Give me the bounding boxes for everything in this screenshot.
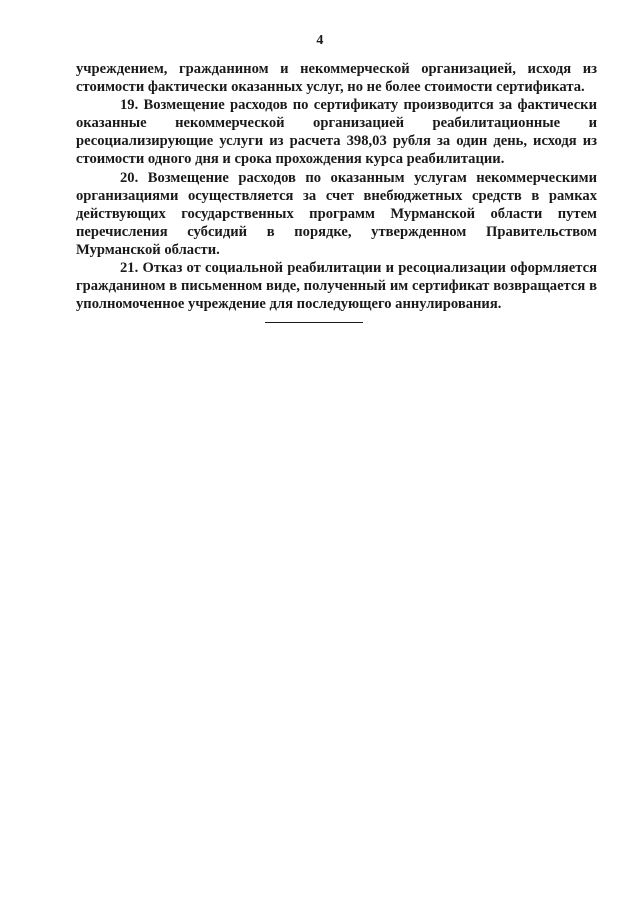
document-body <box>76 60 597 313</box>
closing-divider-line <box>265 322 363 323</box>
paragraph-21: 21. Отказ от социальной реабилитации и ресоциализации оформляется гражданином в письменном виде, полученный им сертификат возвращается в уполномоченное учреждение для последующего аннулирования. <box>76 260 597 313</box>
page-number: 4 <box>316 33 324 48</box>
paragraph-continuation: учреждением, гражданином и некоммерческой организацией, исходя из стоимости фактически оказанных услуг, но не более стоимости сертификата. <box>76 61 597 96</box>
paragraph-20: 20. Возмещение расходов по оказанным услугам некоммерческими организациями осуществляется за счет внебюджетных средств в рамках действующих государственных программ Мурманской области путем перечисления субсидий в порядке, утвержденном Правительством Мурманской области. <box>76 169 597 258</box>
paragraph-19: 19. Возмещение расходов по сертификату производится за фактически оказанные некоммерческой организацией реабилитационные и ресоциализирующие услуги из расчета 398,03 рубля за один день, исходя из стоимости одного дня и срока прохождения курса реабилитации. <box>76 97 597 168</box>
